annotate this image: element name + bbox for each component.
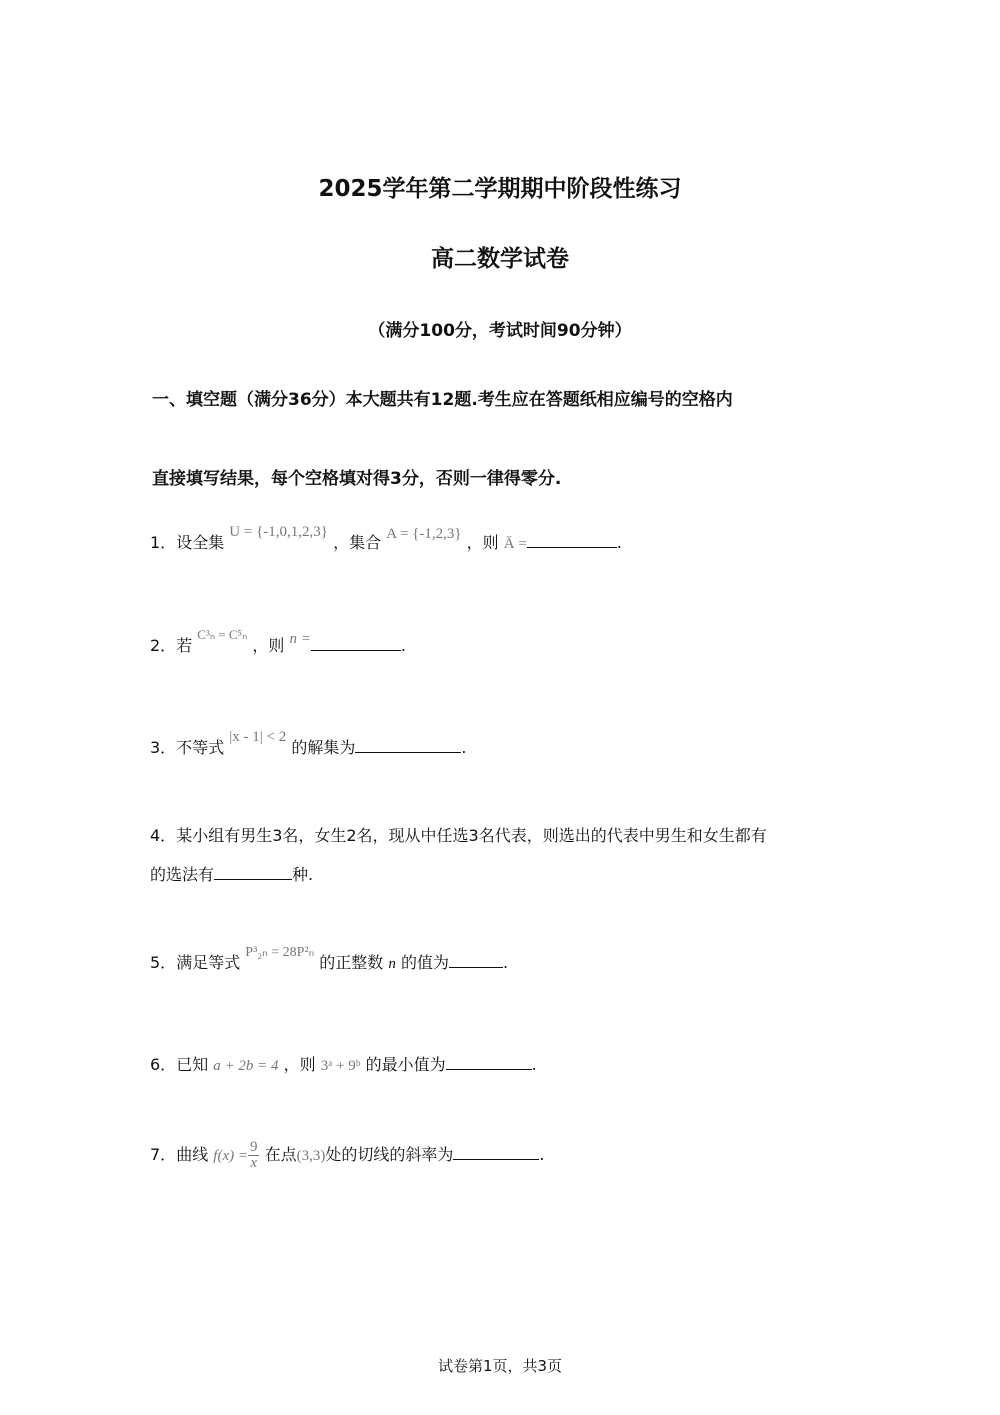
question-7 — [150, 1140, 544, 1171]
answer-blank[interactable] — [355, 738, 461, 753]
question-text: ，集合 — [333, 533, 382, 552]
question-text: 的解集为 — [291, 738, 356, 757]
question-text: 种. — [292, 865, 314, 884]
math-expression: n = — [289, 631, 311, 647]
answer-blank[interactable] — [453, 1145, 539, 1160]
answer-blank[interactable] — [311, 636, 401, 651]
question-number: 3． — [150, 738, 177, 757]
question-end: . — [461, 738, 467, 757]
math-variable: n — [388, 956, 396, 972]
math-expression: 3ᵃ + 9ᵇ — [320, 1058, 361, 1074]
question-2 — [150, 627, 406, 656]
question-text: ，则 — [466, 533, 499, 552]
question-1 — [150, 524, 622, 553]
question-text: 处的切线的斜率为 — [325, 1145, 454, 1164]
question-text: 的选法有 — [150, 865, 215, 884]
question-number: 1． — [150, 533, 177, 552]
fraction-denominator: x — [250, 1155, 258, 1171]
question-number: 6． — [150, 1055, 177, 1074]
question-4-line2 — [150, 862, 313, 885]
question-number: 5． — [150, 953, 177, 972]
exam-title: 2025学年第二学期期中阶段性练习 — [318, 176, 682, 202]
math-expression: U = {-1,0,1,2,3} — [229, 524, 328, 540]
math-expression: |x - 1| < 2 — [229, 729, 287, 745]
math-expression: f(x) = — [213, 1148, 248, 1164]
question-text: 已知 — [176, 1055, 209, 1074]
question-text: 若 — [176, 636, 193, 655]
question-text: 不等式 — [176, 738, 225, 757]
answer-blank[interactable] — [214, 865, 292, 880]
question-4-line1 — [150, 823, 767, 846]
question-end: . — [616, 533, 622, 552]
question-text: ，则 — [283, 1055, 316, 1074]
answer-blank[interactable] — [446, 1055, 532, 1070]
section-instructions-line2: 直接填写结果，每个空格填对得3分，否则一律得零分. — [152, 469, 562, 489]
math-expression: C³ₙ = C⁵ₙ — [197, 627, 248, 642]
math-expression: A = {-1,2,3} — [386, 526, 462, 542]
math-fraction — [248, 1140, 260, 1171]
question-end: . — [539, 1145, 545, 1164]
question-end: . — [503, 953, 509, 972]
math-expression: a + 2b = 4 — [213, 1058, 279, 1074]
question-6 — [150, 1052, 537, 1075]
question-text: 的值为 — [401, 953, 450, 972]
answer-blank[interactable] — [527, 533, 617, 548]
question-text: 设全集 — [176, 533, 225, 552]
question-text: 某小组有男生3名，女生2名，现从中任选3名代表，则选出的代表中男生和女生都有 — [176, 826, 767, 845]
question-3 — [150, 729, 467, 758]
math-expression: (3,3) — [296, 1148, 326, 1164]
exam-note: （满分100分，考试时间90分钟） — [368, 321, 632, 341]
question-number: 4． — [150, 826, 177, 845]
section-instructions-line1: 一、填空题（满分36分）本大题共有12题.考生应在答题纸相应编号的空格内 — [152, 390, 733, 410]
question-end: . — [400, 636, 406, 655]
answer-blank[interactable] — [449, 953, 503, 968]
question-text: 在点 — [264, 1145, 297, 1164]
question-text: ，则 — [252, 636, 285, 655]
question-text: 的最小值为 — [365, 1055, 446, 1074]
page-footer: 试卷第1页，共3页 — [437, 1357, 563, 1375]
question-text: 满足等式 — [176, 953, 241, 972]
exam-subtitle: 高二数学试卷 — [431, 246, 569, 272]
math-expression: Ā = — [503, 536, 527, 552]
fraction-numerator: 9 — [249, 1139, 258, 1155]
math-expression: P³₂ₙ = 28P²ₙ — [245, 945, 315, 960]
question-5 — [150, 945, 509, 973]
question-number: 7． — [150, 1145, 177, 1164]
question-number: 2． — [150, 636, 177, 655]
question-text: 的正整数 — [319, 953, 384, 972]
question-end: . — [531, 1055, 537, 1074]
question-text: 曲线 — [176, 1145, 209, 1164]
